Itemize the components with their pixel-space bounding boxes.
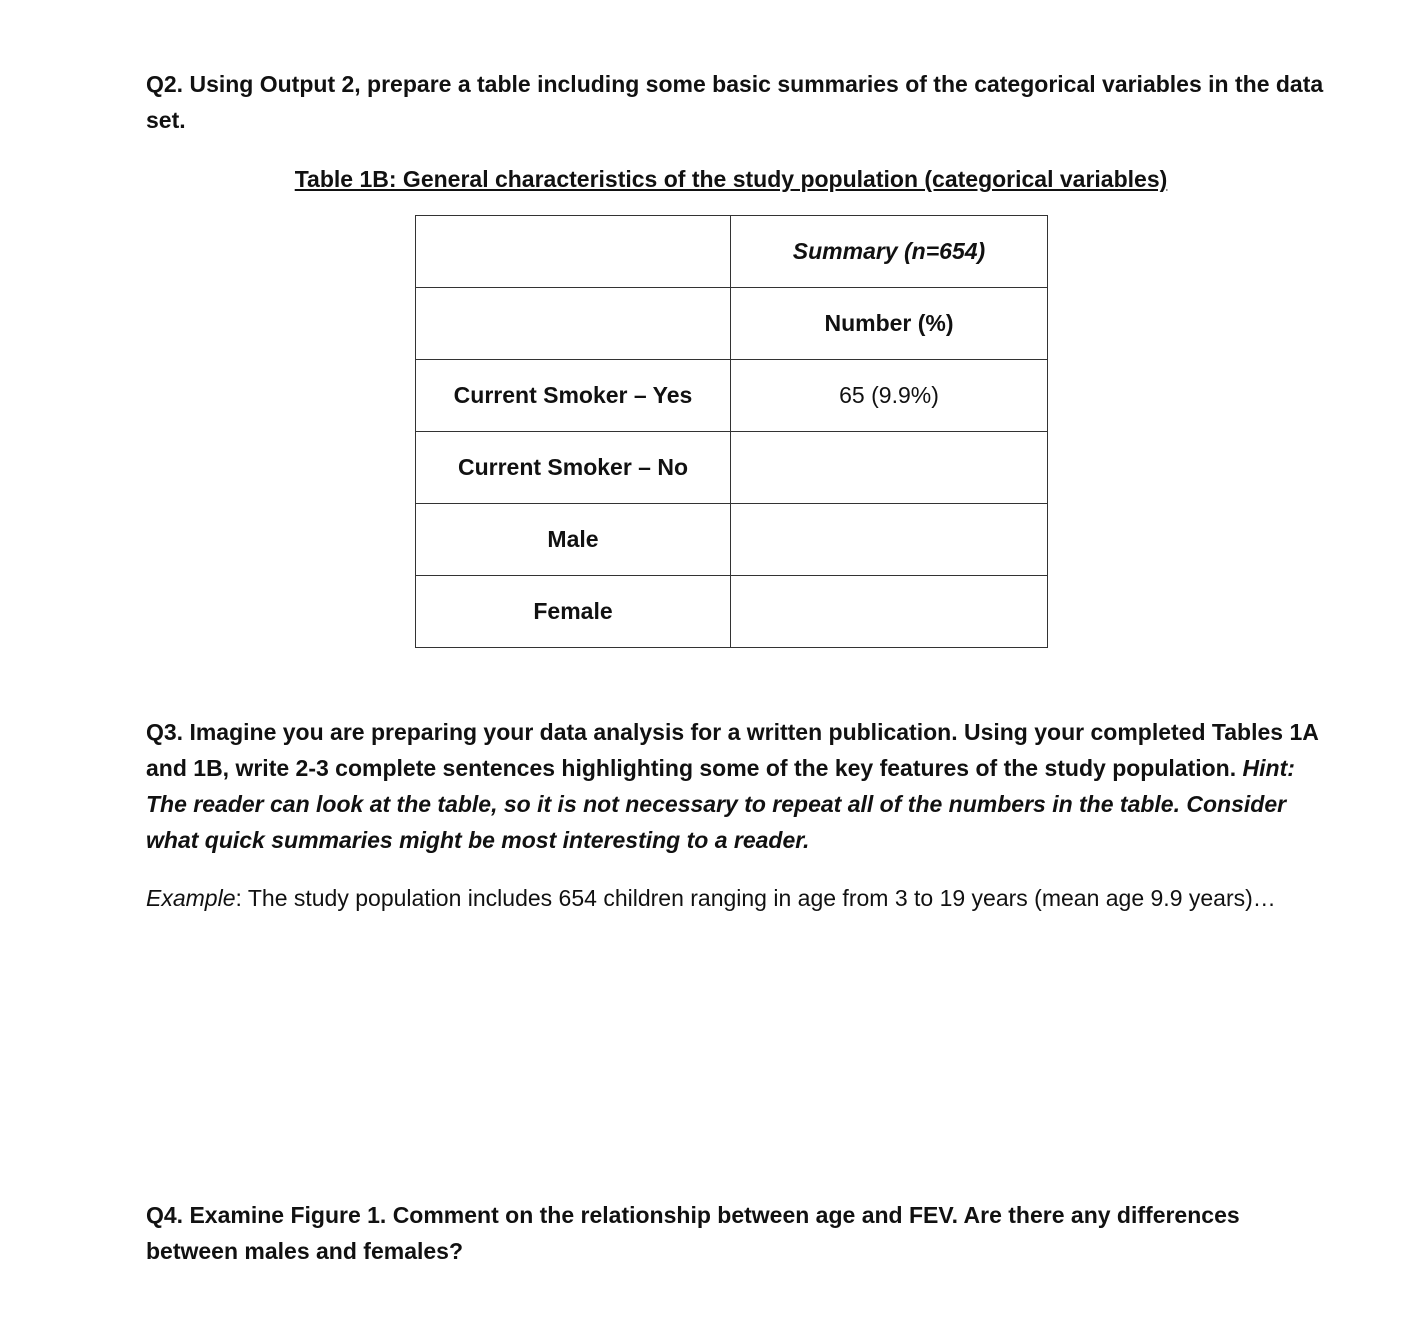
row-label-smoker-yes: Current Smoker – Yes xyxy=(416,360,731,432)
table-row xyxy=(416,360,1048,432)
summary-table xyxy=(415,215,1048,648)
question-4-text: Q4. Examine Figure 1. Comment on the relationship between age and FEV. Are there any differences between males and females? xyxy=(146,1202,1240,1264)
row-label-smoker-no: Current Smoker – No xyxy=(416,432,731,504)
question-2 xyxy=(146,66,1326,138)
question-3-text: Q3. Imagine you are preparing your data analysis for a written publication. Using your completed Tables 1A and 1B, write 2-3 complete sentences highlighting some of the key features of the study population. xyxy=(146,719,1318,781)
row-value-smoker-yes: 65 (9.9%) xyxy=(731,360,1048,432)
table-title: Table 1B: General characteristics of the study population (categorical variables) xyxy=(294,166,1168,192)
row-label-female: Female xyxy=(416,576,731,648)
empty-subheader-cell xyxy=(416,288,731,360)
question-3 xyxy=(146,714,1326,858)
example-paragraph xyxy=(146,880,1326,916)
table-row xyxy=(416,504,1048,576)
row-value-female xyxy=(731,576,1048,648)
example-label: Example xyxy=(146,885,236,911)
row-value-male xyxy=(731,504,1048,576)
empty-header-cell xyxy=(416,216,731,288)
example-text: : The study population includes 654 children ranging in age from 3 to 19 years (mean age 9.9 years)… xyxy=(235,885,1276,911)
table-header-row xyxy=(416,216,1048,288)
number-header-cell: Number (%) xyxy=(731,288,1048,360)
table-subheader-row xyxy=(416,288,1048,360)
row-label-male: Male xyxy=(416,504,731,576)
question-4 xyxy=(146,1197,1326,1269)
question-3-hint: Hint: The reader can look at the table, so it is not necessary to repeat all of the numbers in the table. Consider what quick summaries might be most interesting to a reader. xyxy=(146,755,1295,853)
question-2-text: Q2. Using Output 2, prepare a table including some basic summaries of the categorical variables in the data set. xyxy=(146,71,1324,133)
table-row xyxy=(416,432,1048,504)
row-value-smoker-no xyxy=(731,432,1048,504)
table-row xyxy=(416,576,1048,648)
summary-header-cell: Summary (n=654) xyxy=(731,216,1048,288)
